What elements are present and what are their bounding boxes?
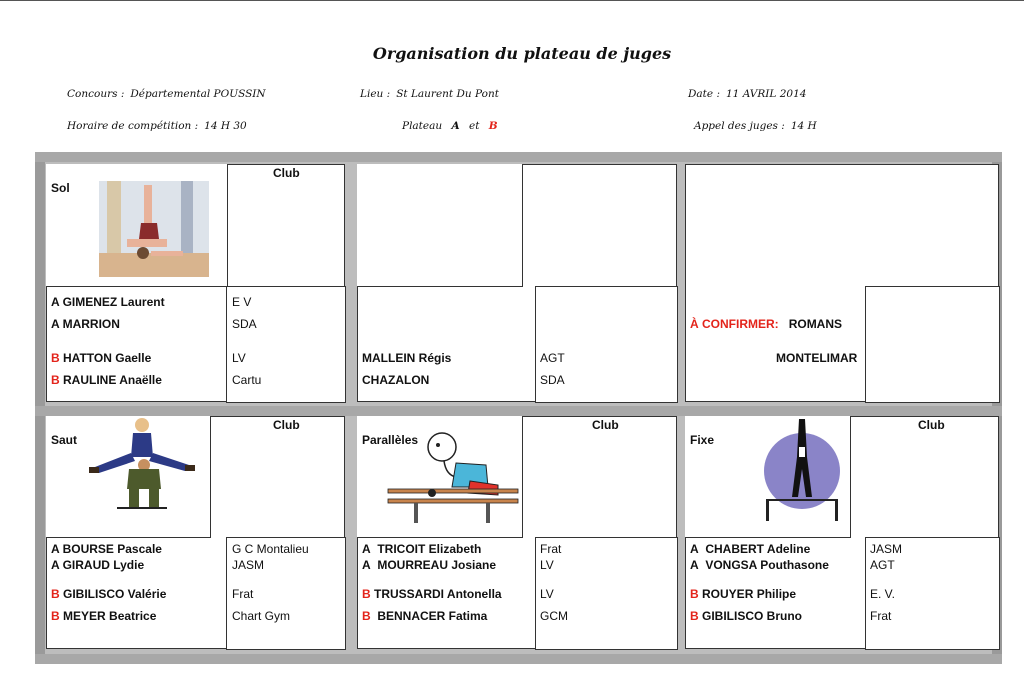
- plateau-info: [402, 120, 498, 132]
- right-top-club-cell: [865, 286, 1000, 403]
- saut-judge-3: B GIBILISCO Valérie: [51, 587, 167, 601]
- saut-judge-2: A GIRAUD Lydie: [51, 558, 145, 572]
- top-rule: [0, 0, 1024, 1]
- middle-top-image-cell: [357, 164, 523, 287]
- saut-club-header: Club: [273, 418, 300, 432]
- middle-top-judge-2: CHAZALON: [362, 373, 430, 387]
- confirm-value-2: MONTELIMAR: [776, 351, 858, 365]
- confirm-label: À CONFIRMER:: [690, 317, 779, 331]
- plateau-label: Plateau: [402, 120, 443, 132]
- horaire-value: 14 H 30: [204, 120, 247, 132]
- paralleles-club-1: Frat: [540, 542, 562, 556]
- paralleles-club-header: Club: [592, 418, 619, 432]
- paralleles-judge-4: B BENNACER Fatima: [362, 609, 488, 623]
- sol-club-4: Cartu: [232, 373, 262, 387]
- panel-right-top: [685, 164, 999, 402]
- high-bar-icon: [760, 417, 844, 525]
- appel-info: [694, 120, 817, 132]
- paralleles-club-3: LV: [540, 587, 554, 601]
- panel-sol: [46, 164, 345, 402]
- paralleles-club-4: GCM: [540, 609, 568, 623]
- saut-club-1: G C Montalieu: [232, 542, 309, 556]
- fixe-judge-4: B GIBILISCO Bruno: [690, 609, 803, 623]
- paralleles-title: Parallèles: [362, 433, 419, 447]
- paralleles-judge-3: B TRUSSARDI Antonella: [362, 587, 502, 601]
- fixe-club-header: Club: [918, 418, 945, 432]
- judges-grid: [35, 152, 1002, 664]
- middle-top-club-1: AGT: [540, 351, 565, 365]
- confirm-line: [690, 317, 842, 331]
- sol-club-header: Club: [273, 166, 300, 180]
- saut-club-3: Frat: [232, 587, 254, 601]
- sol-club-2: SDA: [232, 317, 257, 331]
- parallel-bars-icon: [386, 431, 522, 527]
- page-title: Organisation du plateau de juges: [372, 44, 672, 63]
- panel-saut: [46, 416, 345, 649]
- fixe-club-4: Frat: [870, 609, 892, 623]
- saut-club-4: Chart Gym: [232, 609, 291, 623]
- lieu-info: [360, 88, 499, 100]
- panel-middle-top: [357, 164, 677, 402]
- plateau-b: B: [488, 120, 498, 132]
- lieu-label: Lieu :: [360, 88, 391, 100]
- sol-club-1: E V: [232, 295, 252, 309]
- fixe-title: Fixe: [690, 433, 715, 447]
- leapfrog-icon: [87, 415, 197, 515]
- fixe-club-3: E. V.: [870, 587, 895, 601]
- date-value: 11 AVRIL 2014: [726, 88, 807, 100]
- lieu-value: St Laurent Du Pont: [396, 88, 499, 100]
- sol-judge-4: B RAULINE Anaëlle: [51, 373, 162, 387]
- appel-label: Appel des juges :: [694, 120, 785, 132]
- middle-top-club-2: SDA: [540, 373, 565, 387]
- gymnast-floor-icon: [99, 181, 209, 277]
- saut-judge-1: A BOURSE Pascale: [51, 542, 162, 556]
- middle-top-judge-1: MALLEIN Régis: [362, 351, 452, 365]
- fixe-club-2: AGT: [870, 558, 895, 572]
- saut-club-2: JASM: [232, 558, 265, 572]
- concours-label: Concours :: [67, 88, 125, 100]
- panel-paralleles: [357, 416, 677, 649]
- horaire-label: Horaire de compétition :: [67, 120, 199, 132]
- plateau-a: A: [451, 120, 460, 132]
- horaire-info: [67, 120, 247, 132]
- sol-judge-1: A GIMENEZ Laurent: [51, 295, 165, 309]
- fixe-judge-2: A VONGSA Pouthasone: [690, 558, 829, 572]
- fixe-judge-1: A CHABERT Adeline: [690, 542, 811, 556]
- fixe-judge-3: B ROUYER Philipe: [690, 587, 797, 601]
- confirm-value: ROMANS: [788, 317, 843, 331]
- saut-judge-4: B MEYER Beatrice: [51, 609, 157, 623]
- saut-title: Saut: [51, 433, 78, 447]
- plateau-et: et: [468, 120, 480, 132]
- date-label: Date :: [688, 88, 720, 100]
- fixe-club-1: JASM: [870, 542, 903, 556]
- sol-club-3: LV: [232, 351, 246, 365]
- paralleles-judge-2: A MOURREAU Josiane: [362, 558, 497, 572]
- sol-judge-2: A MARRION: [51, 317, 120, 331]
- date-info: [688, 88, 806, 100]
- sol-title: Sol: [51, 181, 70, 195]
- concours-info: [67, 88, 266, 100]
- sol-judge-3: B HATTON Gaelle: [51, 351, 152, 365]
- concours-value: Départemental POUSSIN: [130, 88, 266, 100]
- panel-fixe: [685, 416, 999, 649]
- grid-strip: [35, 152, 1002, 162]
- grid-strip: [35, 654, 1002, 664]
- appel-value: 14 H: [790, 120, 817, 132]
- paralleles-judge-1: A TRICOIT Elizabeth: [362, 542, 482, 556]
- paralleles-club-2: LV: [540, 558, 554, 572]
